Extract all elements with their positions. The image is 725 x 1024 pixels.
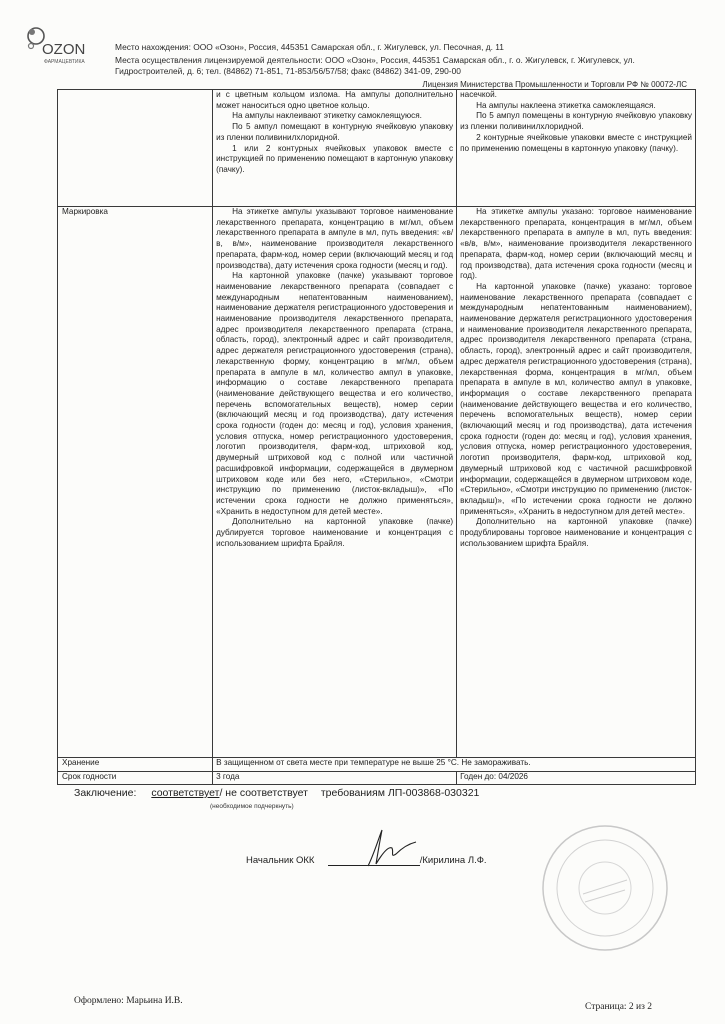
stamp-seal — [535, 818, 675, 958]
conclusion — [74, 787, 479, 799]
row1-col2-p4: 1 или 2 контурных ячейковых упаковок вместе с инструкцией по применению помещают в картонную упаковку (пачку). — [216, 143, 454, 174]
conclusion-option-no: / не соответствует — [219, 787, 308, 799]
row2-col3-p1: На этикетке ампулы указано: торговое наименование лекарственного препарата, концентрация в мг/мл, объем лекарственного препарата в ампуле в мл, путь введения: «в/в, в/м», наименование производителя лекарственного препарата, фарм-код, номер серии (включающий месяц и год производства), дата истечения срока годности (месяц и год). — [460, 207, 692, 281]
conclusion-note: (необходимое подчеркнуть) — [210, 803, 294, 810]
signature-image — [360, 826, 420, 872]
footer-page-number: Страница: 2 из 2 — [585, 1002, 653, 1012]
row2-label: Маркировка — [58, 207, 213, 758]
row4-col2: 3 года — [213, 772, 457, 785]
row1-col3-p1: насечкой. — [460, 90, 497, 99]
header-license: Лицензия Министерства Промышленности и Торговли РФ № 00072-ЛС — [422, 80, 687, 89]
row2-col3-p3: Дополнительно на картонной упаковке (пачке) продублированы торговое наименование и концентрация с использованием шрифта Брайля. — [460, 517, 692, 548]
row1-label — [58, 90, 213, 207]
specification-table — [57, 89, 696, 785]
row2-col2 — [213, 207, 457, 758]
table-row-marking — [58, 207, 696, 758]
conclusion-option-yes: соответствует — [151, 787, 220, 799]
header-location: Место нахождения: ООО «Озон», Россия, 445351 Самарская обл., г. Жигулевск, ул. Песочная, д. 11 — [115, 42, 504, 52]
conclusion-requirements: требованиям ЛП-003868-030321 — [320, 787, 480, 799]
row3-label: Хранение — [58, 758, 213, 772]
row1-col3-p2: На ампулы наклеена этикетка самоклеящаяся. — [476, 100, 656, 110]
row1-col3-p4: 2 контурные ячейковые упаковки вместе с инструкцией по применению помещены в картонную упаковку (пачку). — [460, 132, 692, 153]
row1-col2-p2: На ампулы наклеивают этикетку самоклеящуюся. — [232, 111, 422, 121]
row1-col3-p3: По 5 ампул помещены в контурную ячейковую упаковку из пленки поливинилхлоридной. — [460, 111, 692, 132]
header-activity-line1: Места осуществления лицензируемой деятельности: ООО «Озон», Россия, 445351 Самарская обл., г. о. Жигулевск, г. Жигулевск, ул. — [115, 55, 635, 65]
signer-name: /Кирилина Л.Ф. — [419, 855, 487, 866]
table-row-packaging — [58, 90, 696, 207]
conclusion-label: Заключение: — [74, 787, 137, 799]
footer-prepared: Оформлено: Марьина И.В. — [74, 996, 183, 1006]
table-row-shelf-life — [58, 772, 696, 785]
row1-col2-p1: и с цветным кольцом излома. На ампулы дополнительно может наноситься одно цветное кольцо. — [216, 90, 454, 110]
signer-title: Начальник ОКК — [246, 855, 315, 866]
row1-col2-p3: По 5 ампул помещают в контурную ячейковую упаковку из пленки поливинилхлоридной. — [216, 122, 454, 142]
row2-col2-p3: Дополнительно на картонной упаковке (пачке) дублируется торговое наименование и концентрация с использованием шрифта Брайля. — [216, 517, 454, 548]
row2-col3-p2: На картонной упаковке (пачке) указано: торговое наименование лекарственного препарата (совпадает с международным непатентованным наименованием), наименование держателя регистрационного удостоверения и наименование производителя лекарственного препарата, адрес производителя лекарственного препарата (страна, область, город), электронный адрес и сайт производителя, адрес держателя регистрационного удостоверения (страна), лекарственная форма, концентрация в мг/мл, объем препарата в ампуле в мл, количество ампул в упаковке, информация о составе лекарственного препарата (наименование действующего вещества и его количество, перечень вспомогательных веществ), номер серии (включающий месяц и год производства), дата истечения срока годности (годен до: месяц и год), условия хранения, условия отпуска, номер регистрационного удостоверения, логотип производителя, фарм-код, штриховой код, двумерный штриховой код с частичной расшифровкой информации, содержащейся в двумерном штриховом коде, «Стерильно», «Смотри инструкцию по применению (листок-вкладыш)», «По истечении срока годности не должно применяться», «Хранить в недоступном для детей месте». — [460, 281, 692, 516]
row2-col2-p2: На картонной упаковке (пачке) указывают торговое наименование лекарственного препарата (совпадает с международным непатентованным наименованием), наименование держателя регистрационного удостоверения и наименование производителя лекарственного препарата, адрес производителя лекарственного препарата (страна, область, город), электронный адрес и сайт производителя, адрес держателя регистрационного удостоверения (страна), лекарственную форму, концентрацию в мг/мл, объем препарата в ампуле в мл, количество ампул в упаковке, информацию о составе лекарственного препарата (наименование действующего вещества и его количество, перечень вспомогательных веществ), номер серии (включающий месяц и год производства), дату истечения срока годности (годен до: месяц и год), условия хранения, условия отпуска, номер регистрационного удостоверения, логотип производителя, фарм-код, штриховой код, двумерный штриховой код с полной или частичной расшифровкой информации, содержащейся в двумерном штриховом коде или без него, «Стерильно», «Смотри инструкцию по применению (листок-вкладыш)», «По истечении срока годности не должно применяться», «Хранить в недоступном для детей месте». — [216, 271, 454, 516]
row4-col3: Годен до: 04/2026 — [457, 772, 696, 785]
logo-text: OZON — [42, 41, 86, 58]
row1-col3 — [457, 90, 696, 207]
table-row-storage — [58, 758, 696, 772]
row1-col2 — [213, 90, 457, 207]
row2-col3 — [457, 207, 696, 758]
logo-subtitle: ФАРМАЦЕВТИКА — [44, 59, 85, 65]
row2-col2-p1: На этикетке ампулы указывают торговое наименование лекарственного препарата, концентрацию в мг/мл, объем лекарственного препарата в ампуле в мл, путь введения: «в/в, в/м», наименование производителя лекарственного препарата, фарм-код, номер серии (включающий месяц и год производства), дату истечения срока годности (месяц и год). — [216, 207, 454, 270]
row3-value: В защищенном от света месте при температуре не выше 25 °С. Не замораживать. — [213, 758, 696, 772]
header-activity-line2: Гидростроителей, д. 6; тел. (84862) 71-851, 71-853/56/57/58; факс (84862) 341-09, 290-00 — [115, 66, 461, 76]
ozon-logo — [24, 26, 104, 70]
row4-label: Срок годности — [58, 772, 213, 785]
